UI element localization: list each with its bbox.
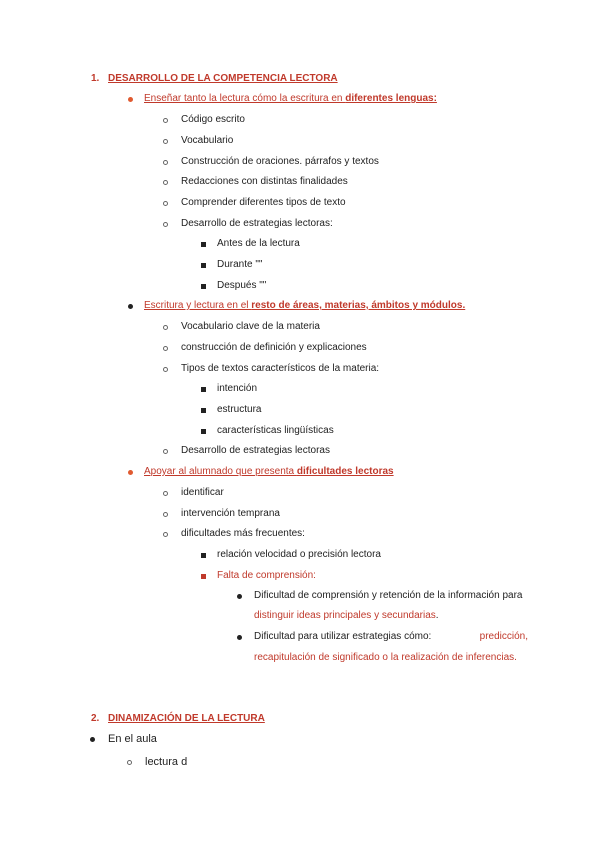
detail-2-highlight: predicción, (479, 631, 528, 642)
section-1-title: DESARROLLO DE LA COMPETENCIA LECTORA (108, 73, 338, 84)
detail-1-period: . (435, 610, 439, 621)
circle-bullet-icon (163, 346, 168, 351)
bullet-dot-icon (128, 470, 133, 475)
bullet-dot-icon (128, 304, 133, 309)
bullet-1-lead: Enseñar tanto la lectura cómo la escritura en (144, 93, 346, 104)
section-2-bullet: En el aula (108, 733, 157, 745)
list-item: Código escrito (181, 114, 245, 125)
circle-bullet-icon (163, 367, 168, 372)
list-subitem: Después "" (217, 280, 267, 291)
bullet-dot-icon (128, 97, 133, 102)
circle-bullet-icon (163, 201, 168, 206)
list-item: Desarrollo de estrategias lectoras: (181, 218, 333, 229)
bullet-3-bold: dificultades lectoras (296, 466, 394, 477)
bullet-2-bold: resto de áreas, materias, ámbitos y módulos. (251, 300, 466, 311)
bullet-2-lead: Escritura y lectura en el (144, 300, 252, 311)
detail-1-highlight: distinguir ideas principales y secundarias (254, 610, 436, 621)
list-item: identificar (181, 487, 224, 498)
list-item: dificultades más frecuentes: (181, 528, 305, 539)
bullet-1-text (144, 92, 437, 106)
list-item: Tipos de textos característicos de la materia: (181, 363, 380, 374)
bullet-dot-icon (237, 635, 242, 640)
list-item: Vocabulario (181, 135, 234, 146)
circle-bullet-icon (163, 449, 168, 454)
bullet-3-text (144, 465, 394, 479)
square-bullet-icon (201, 387, 206, 392)
list-item: Vocabulario clave de la materia (181, 321, 320, 332)
section-1-number: 1. (91, 73, 100, 84)
circle-bullet-icon (163, 222, 168, 227)
list-subitem: Durante "" (217, 259, 263, 270)
circle-bullet-icon (163, 118, 168, 123)
detail-2-line-2: recapitulación de significado o la realización de inferencias. (254, 652, 517, 663)
square-bullet-icon (201, 574, 206, 579)
list-item: construcción de definición y explicaciones (181, 342, 367, 353)
list-subitem: estructura (217, 404, 262, 415)
circle-bullet-icon (163, 325, 168, 330)
detail-2-text: Dificultad para utilizar estrategias cómo: (254, 631, 432, 642)
section-2-title: DINAMIZACIÓN DE LA LECTURA (108, 713, 265, 724)
list-item: intervención temprana (181, 508, 280, 519)
square-bullet-icon (201, 553, 206, 558)
square-bullet-icon (201, 284, 206, 289)
list-item: Construcción de oraciones. párrafos y textos (181, 156, 379, 167)
circle-bullet-icon (163, 180, 168, 185)
list-subitem: relación velocidad o precisión lectora (217, 549, 381, 560)
detail-1-line-1: Dificultad de comprensión y retención de la información para (254, 590, 523, 601)
list-subitem: intención (217, 383, 258, 394)
bullet-1-bold: diferentes lenguas: (345, 93, 437, 104)
bullet-3-lead: Apoyar al alumnado que presenta (144, 466, 297, 477)
circle-bullet-icon (163, 139, 168, 144)
bullet-dot-icon (90, 737, 95, 742)
square-bullet-icon (201, 408, 206, 413)
square-bullet-icon (201, 429, 206, 434)
circle-bullet-icon (163, 491, 168, 496)
bullet-2-text (144, 299, 465, 313)
circle-bullet-icon (163, 512, 168, 517)
square-bullet-icon (201, 263, 206, 268)
section-2-number: 2. (91, 713, 100, 724)
detail-1-line-2 (254, 609, 439, 623)
circle-bullet-icon (163, 532, 168, 537)
list-item: Comprender diferentes tipos de texto (181, 197, 346, 208)
circle-bullet-icon (163, 160, 168, 165)
bullet-dot-icon (237, 594, 242, 599)
list-subitem: Falta de comprensión: (217, 570, 316, 581)
detail-2-line-1 (254, 630, 528, 644)
list-item: Desarrollo de estrategias lectoras (181, 445, 330, 456)
list-subitem: Antes de la lectura (217, 238, 300, 249)
circle-bullet-icon (127, 760, 132, 765)
list-subitem: características lingüísticas (217, 425, 334, 436)
square-bullet-icon (201, 242, 206, 247)
list-item: Redacciones con distintas finalidades (181, 176, 348, 187)
section-2-subitem: lectura d (145, 756, 188, 768)
